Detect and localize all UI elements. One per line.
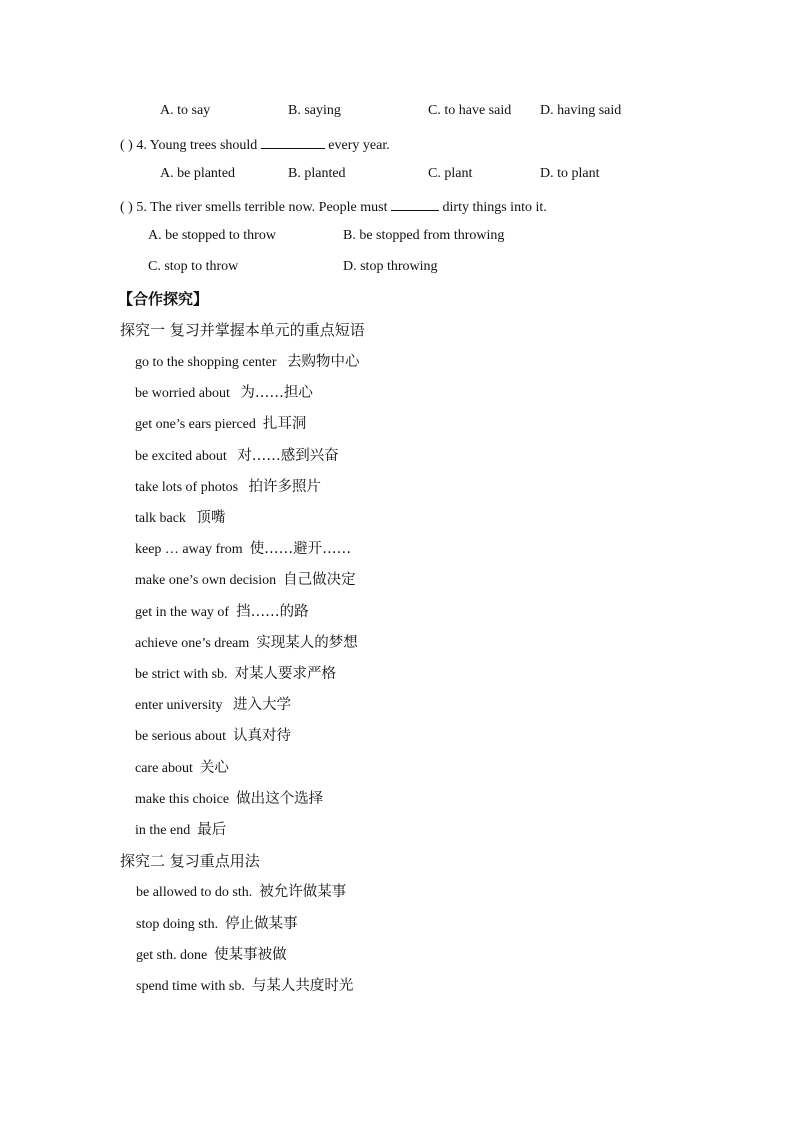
- q5-text-before: 5. The river smells terrible now. People must: [136, 200, 388, 215]
- q4-option-a: A. be planted: [160, 166, 236, 181]
- phrase-item: achieve one’s dream 实现某人的梦想: [135, 635, 358, 651]
- q5-text-after: dirty things into it.: [442, 200, 547, 215]
- q5-option-d: D. stop throwing: [343, 259, 438, 274]
- usage-item: stop doing sth. 停止做某事: [136, 916, 298, 932]
- q5-option-a: A. be stopped to throw: [148, 228, 276, 243]
- q4-option-b: B. planted: [288, 166, 346, 181]
- q5-option-b: B. be stopped from throwing: [343, 228, 505, 243]
- phrase-item: be serious about 认真对待: [135, 728, 291, 744]
- phrase-item: talk back 顶嘴: [135, 510, 226, 526]
- phrase-item: take lots of photos 拍许多照片: [135, 479, 322, 495]
- q4-answer-paren: ( ): [120, 138, 133, 153]
- phrase-item: be excited about 对……感到兴奋: [135, 448, 339, 464]
- q4-text-after: every year.: [328, 138, 390, 153]
- question-4-stem: [120, 135, 390, 155]
- q3-option-d: D. having said: [540, 103, 622, 118]
- phrase-item: get one’s ears pierced 扎耳洞: [135, 416, 307, 432]
- q5-blank: [391, 197, 439, 211]
- phrase-item: go to the shopping center 去购物中心: [135, 354, 360, 370]
- q3-option-a: A. to say: [160, 103, 211, 118]
- section-1-title: 探究一 复习并掌握本单元的重点短语: [120, 321, 365, 339]
- section-2-title: 探究二 复习重点用法: [120, 852, 260, 870]
- q5-option-c: C. stop to throw: [148, 259, 239, 274]
- usage-item: be allowed to do sth. 被允许做某事: [136, 884, 347, 900]
- phrase-item: get in the way of 挡……的路: [135, 604, 309, 620]
- phrase-item: make one’s own decision 自己做决定: [135, 572, 356, 588]
- phrase-item: make this choice 做出这个选择: [135, 791, 324, 807]
- phrase-item: care about 关心: [135, 760, 229, 776]
- q5-answer-paren: ( ): [120, 200, 133, 215]
- q4-text-before: 4. Young trees should: [136, 138, 258, 153]
- usage-item: get sth. done 使某事被做: [136, 947, 287, 963]
- q3-option-c: C. to have said: [428, 103, 512, 118]
- phrase-item: be strict with sb. 对某人要求严格: [135, 666, 337, 682]
- q4-option-c: C. plant: [428, 166, 473, 181]
- phrase-item: in the end 最后: [135, 822, 227, 838]
- usage-item: spend time with sb. 与某人共度时光: [136, 978, 354, 994]
- phrase-item: be worried about 为……担心: [135, 385, 313, 401]
- q4-option-d: D. to plant: [540, 166, 600, 181]
- question-5-stem: [120, 197, 547, 217]
- q4-blank: [261, 135, 325, 149]
- phrase-item: keep … away from 使……避开……: [135, 541, 352, 557]
- cooperative-exploration-heading: 【合作探究】: [118, 290, 209, 308]
- q3-option-b: B. saying: [288, 103, 341, 118]
- phrase-item: enter university 进入大学: [135, 697, 291, 713]
